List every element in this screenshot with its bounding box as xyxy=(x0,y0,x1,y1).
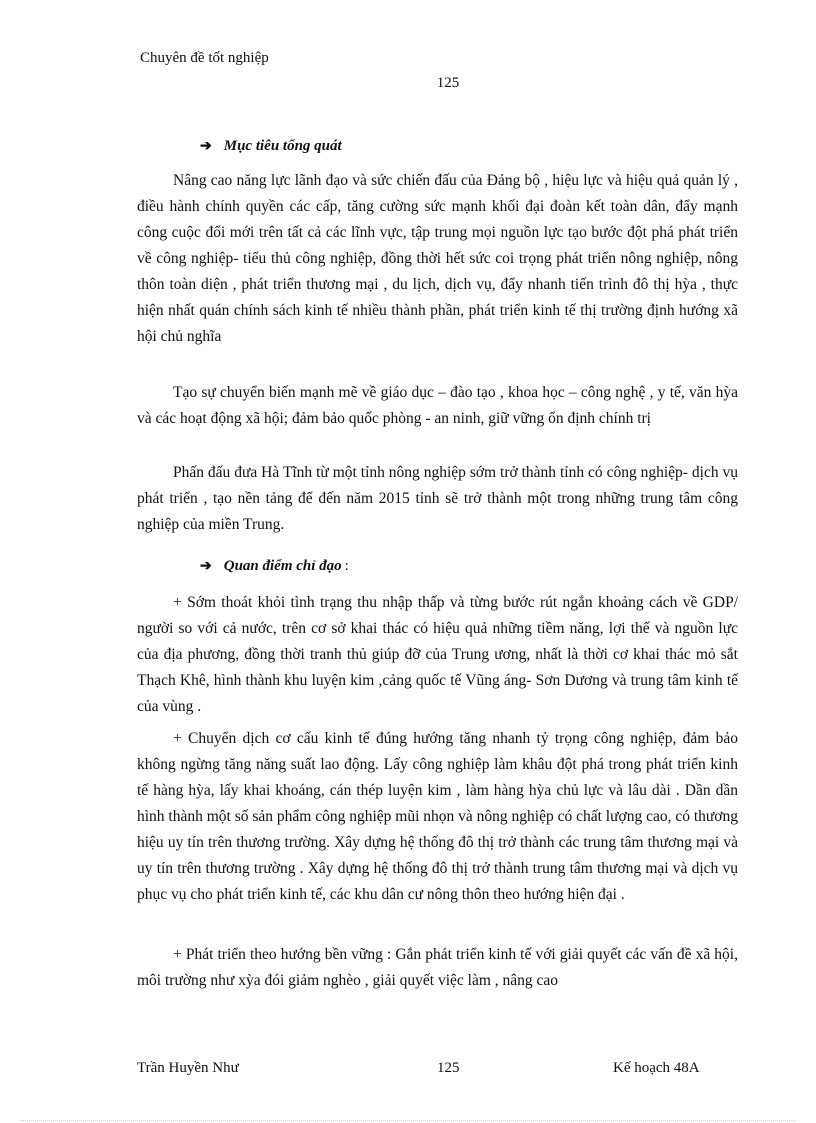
footer-page-number: 125 xyxy=(437,1060,460,1076)
section-heading-muc-tieu xyxy=(200,138,345,155)
page-bottom-divider xyxy=(20,1120,796,1121)
document-header-title: Chuyên đề tốt nghiệp xyxy=(140,50,269,66)
arrow-bullet-icon: ➔ xyxy=(200,139,212,154)
section-heading-quan-diem xyxy=(200,558,349,575)
arrow-bullet-icon: ➔ xyxy=(200,559,212,574)
header-page-number: 125 xyxy=(436,75,460,91)
section-heading-suffix: : xyxy=(344,558,349,574)
paragraph: + Phát triển theo hướng bền vững : Gắn phát triển kinh tế với giải quyết các vấn đề xã hội, môi trường như xỳa đói giảm nghèo , giải quyết việc làm , nâng cao xyxy=(137,946,738,989)
paragraph: Tạo sự chuyển biến mạnh mẽ về giáo dục – đào tạo , khoa học – công nghệ , y tế, văn hỳa và các hoạt động xã hội; đảm bảo quốc phòng - an ninh, giữ vững ổn định chính trị xyxy=(137,384,738,427)
section-heading-text: Quan điểm chỉ đạo xyxy=(223,558,342,574)
paragraph: Phấn đấu đưa Hà Tĩnh từ một tỉnh nông nghiệp sớm trở thành tỉnh có công nghiệp- dịch vụ phát triển , tạo nền tảng để đến năm 2015 tỉnh sẽ trở thành một trong những trung tâm công nghiệp của miền Trung. xyxy=(137,464,738,533)
paragraph: + Chuyển dịch cơ cấu kinh tế đúng hướng tăng nhanh tỷ trọng công nghiệp, đảm bảo không ngừng tăng năng suất lao động. Lấy công nghiệp làm khâu đột phá trong phát triển kinh tế hàng hỳa, lấy khai khoáng, cán thép luyện kim , làm hàng hỳa chủ lực và lâu dài . Dần dần hình thành một số sản phẩm công nghiệp mũi nhọn và nông nghiệp có chất lượng cao, có thương hiệu uy tín trên thương trường. Xây dựng hệ thống đô thị trở thành các trung tâm thương mại và uy tín trên thương trường . Xây dựng hệ thống đô thị trở thành trung tâm thương mại và dịch vụ phục vụ cho phát triển kinh tế, các khu dân cư nông thôn theo hướng hiện đại . xyxy=(137,730,738,903)
footer-class-name: Kế hoạch 48A xyxy=(613,1060,700,1076)
section-heading-text: Mục tiêu tổng quát xyxy=(223,138,342,154)
paragraph: + Sớm thoát khỏi tình trạng thu nhập thấp và từng bước rút ngắn khoảng cách về GDP/ người so với cả nước, trên cơ sở khai thác có hiệu quả những tiềm năng, lợi thế và nguồn lực của địa phương, đồng thời tranh thủ giúp đỡ của Trung ương, nhất là thời cơ khai thác mỏ sắt Thạch Khê, hình thành khu luyện kim ,cảng quốc tế Vũng áng- Sơn Dương và trung tâm kinh tế của vùng . xyxy=(137,594,738,715)
footer-author: Trần Huyền Như xyxy=(137,1060,239,1076)
paragraph: Nâng cao năng lực lãnh đạo và sức chiến đấu của Đảng bộ , hiệu lực và hiệu quả quản lý , điều hành chính quyền các cấp, tăng cường sức mạnh khối đại đoàn kết toàn dân, đẩy mạnh công cuộc đổi mới trên tất cả các lĩnh vực, tập trung mọi nguồn lực tạo bước đột phá phát triển về công nghiệp- tiểu thủ công nghiệp, đồng thời hết sức coi trọng phát triển nông nghiệp, nông thôn toàn diện , phát triển thương mại , du lịch, dịch vụ, đẩy nhanh tiến trình đô thị hỳa , thực hiện nhất quán chính sách kinh tế nhiều thành phần, phát triển kinh tế thị trường định hướng xã hội chủ nghĩa xyxy=(137,172,738,345)
